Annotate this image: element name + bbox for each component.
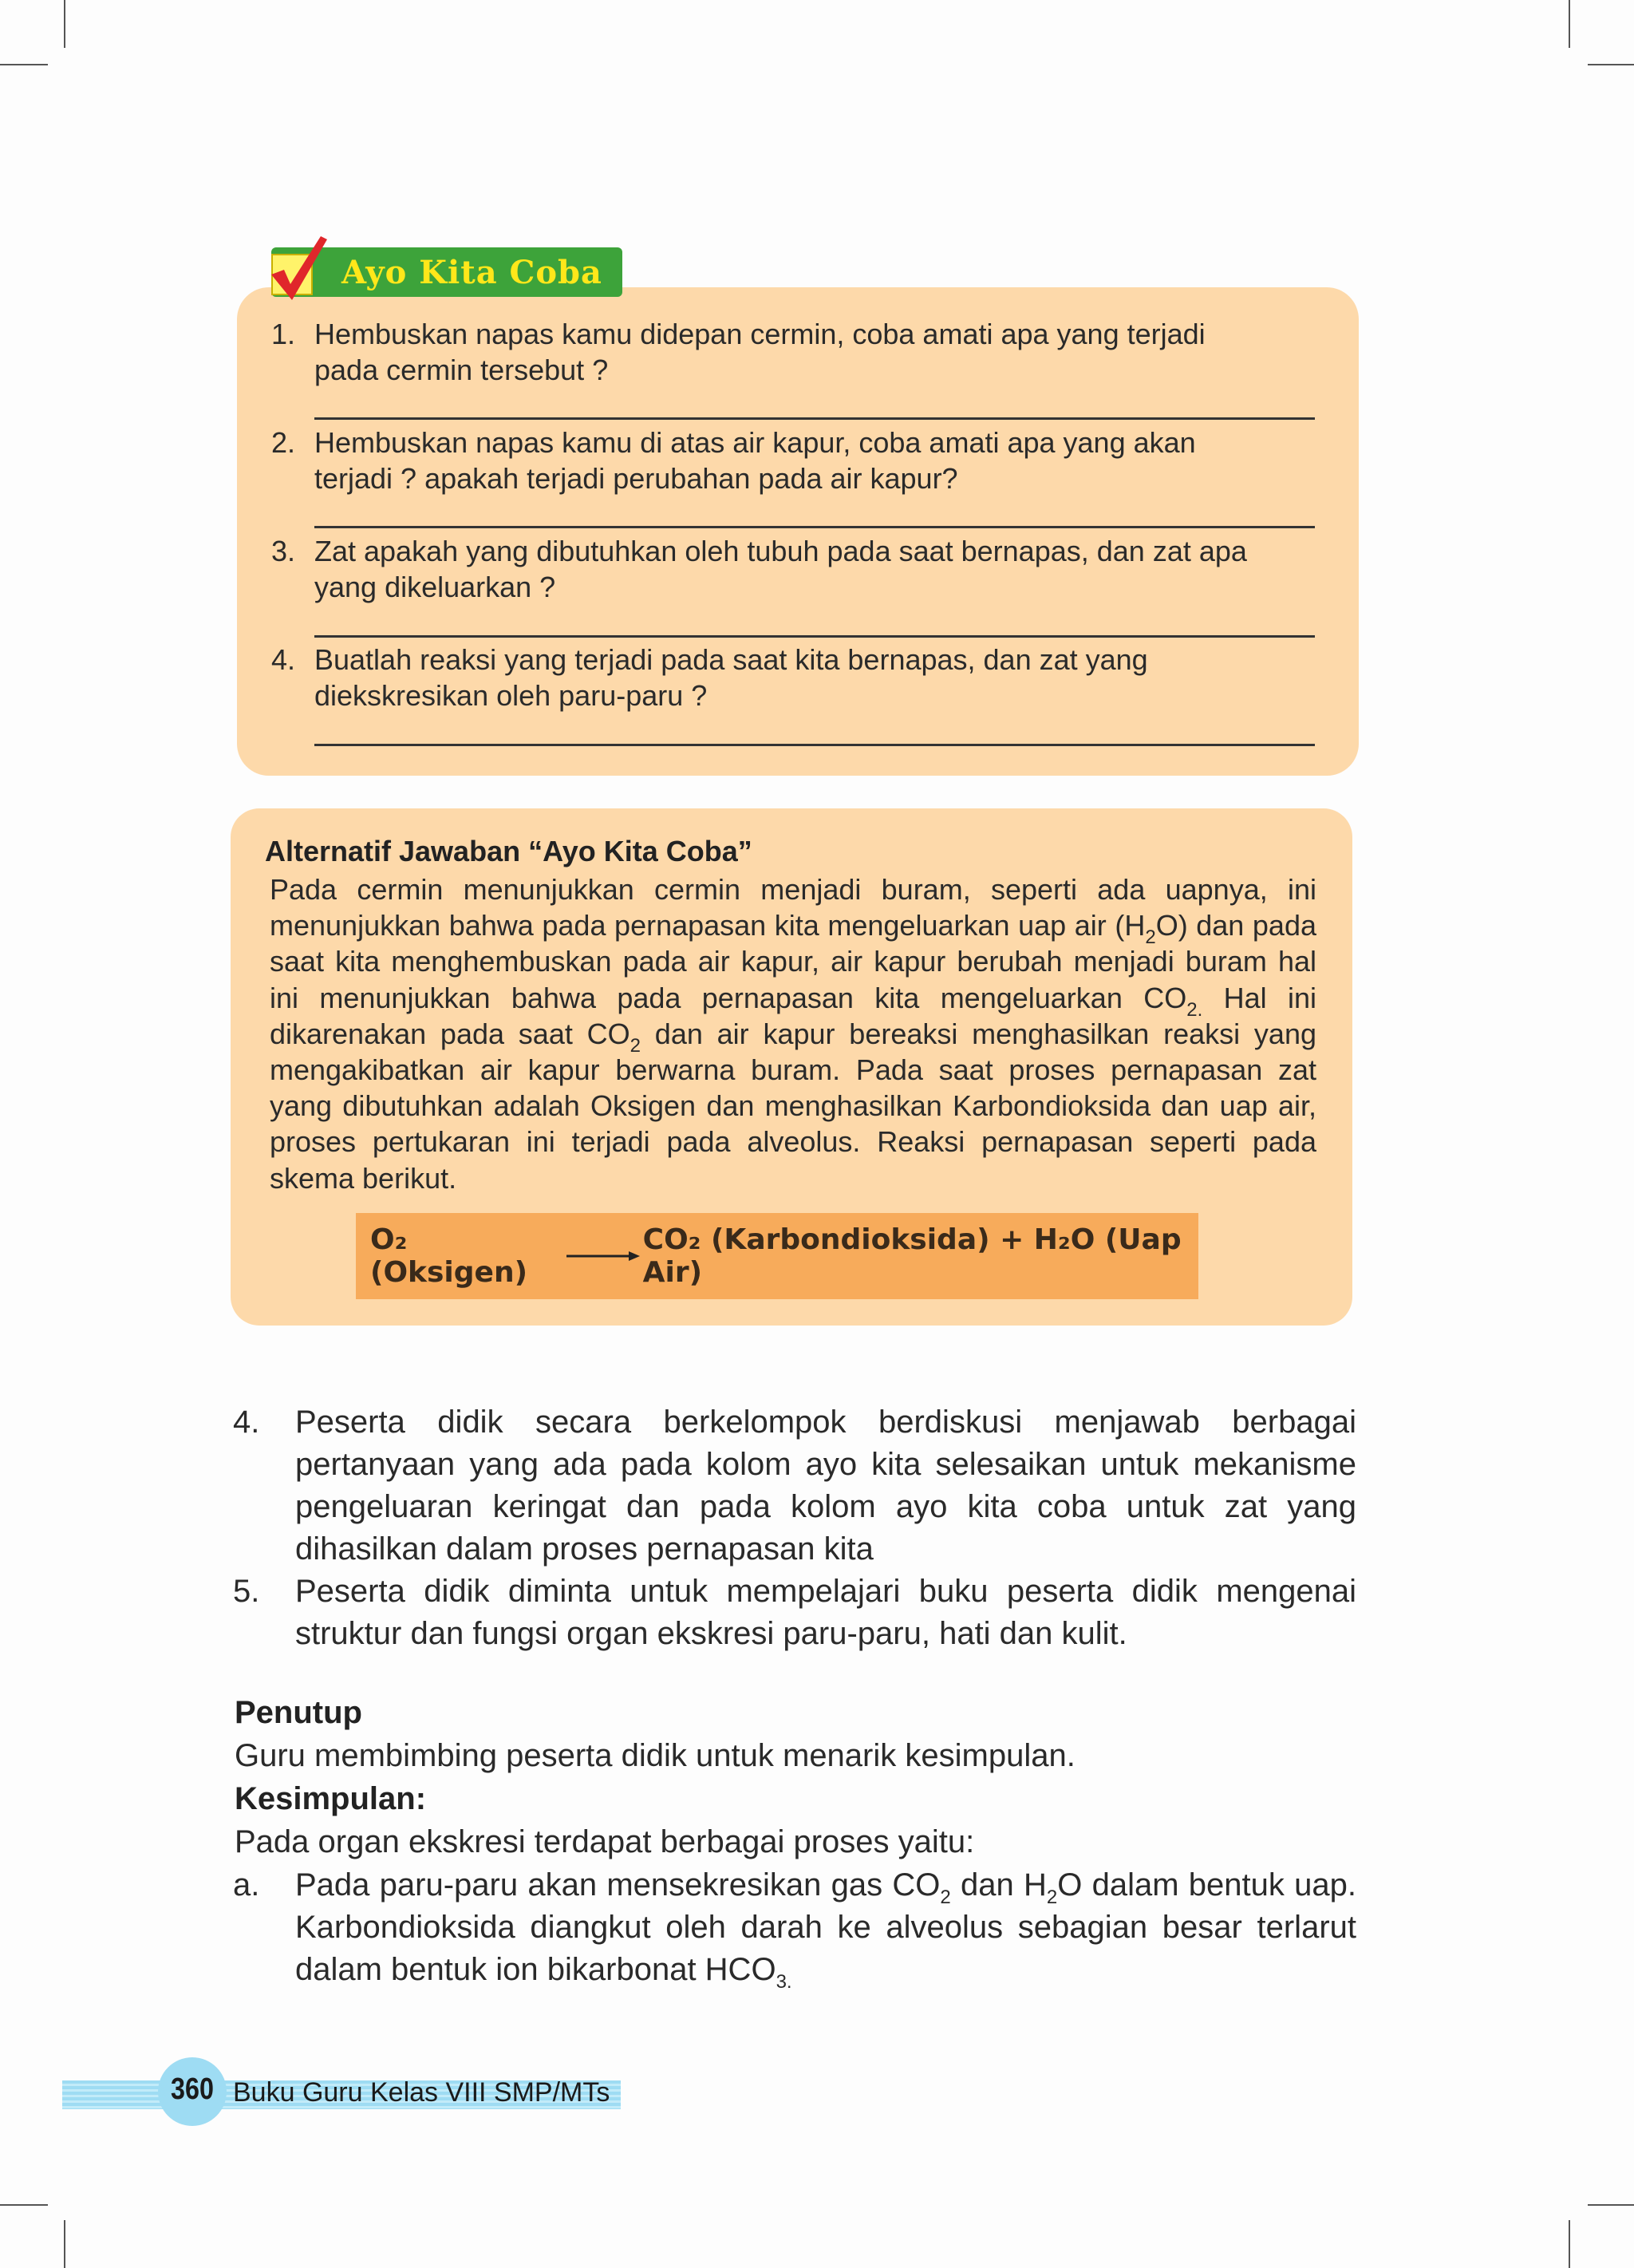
list-number: a. [233, 1867, 260, 1903]
check-icon [266, 233, 330, 305]
question-item [271, 533, 1316, 605]
question-text: Zat apakah yang dibutuhkan oleh tubuh pada saat bernapas, dan zat apa yang dikeluarkan ? [314, 535, 1247, 603]
arrow-right-icon [565, 1242, 635, 1270]
kesimpulan-item [233, 1864, 1356, 1991]
crop-mark [1569, 0, 1570, 48]
crop-mark [64, 2220, 65, 2268]
question-text: Hembuskan napas kamu didepan cermin, coba amati apa yang terjadi pada cermin tersebut ? [314, 318, 1206, 386]
formula-reactant: O₂ (Oksigen) [370, 1223, 528, 1289]
question-text: Hembuskan napas kamu di atas air kapur, coba amati apa yang akan terjadi ? apakah terjadi perubahan pada air kapur? [314, 426, 1196, 495]
question-item [271, 316, 1316, 388]
formula-products: CO₂ (Karbondioksida) + H₂O (Uap Air) [642, 1223, 1182, 1289]
answer-line [314, 417, 1315, 420]
crop-mark [0, 64, 48, 65]
list-number: 5. [233, 1574, 260, 1609]
list-text: Peserta didik secara berkelompok berdiskusi menjawab berbagai pertanyaan yang ada pada kolom ayo kita selesaikan untuk mekanisme pengeluaran keringat dan pada kolom ayo kita coba untuk zat yang dihasilkan dalam proses pernapasan kita [295, 1405, 1356, 1567]
alternatif-jawaban-title: Alternatif Jawaban “Ayo Kita Coba” [265, 835, 752, 867]
ayo-kita-coba-header [271, 247, 622, 297]
question-number: 3. [271, 535, 296, 567]
kesimpulan-heading: Kesimpulan: [235, 1781, 427, 1816]
crop-mark [1588, 2204, 1634, 2206]
list-item [233, 1571, 1356, 1655]
list-item [233, 1401, 1356, 1571]
ayo-kita-coba-title: Ayo Kita Coba [341, 253, 602, 291]
crop-mark [0, 2204, 48, 2206]
kesimpulan-intro: Pada organ ekskresi terdapat berbagai proses yaitu: [235, 1824, 975, 1859]
question-text: Buatlah reaksi yang terjadi pada saat kita bernapas, dan zat yang diekskresikan oleh paru-paru ? [314, 643, 1148, 712]
crop-mark [64, 0, 65, 48]
answer-line [314, 526, 1315, 528]
respiration-formula [356, 1213, 1198, 1299]
question-number: 2. [271, 426, 296, 459]
question-item [271, 425, 1316, 496]
list-number: 4. [233, 1405, 260, 1440]
answer-line [314, 635, 1315, 638]
alternatif-jawaban-text: Pada cermin menunjukkan cermin menjadi buram, seperti ada uapnya, ini menunjukkan bahwa pada pernapasan kita mengeluarkan uap air $(H_2O)$ dan pada saat kita menghembuskan pada air kapur, air kapur berubah menjadi buram hal ini menunjukkan bahwa pada pernapasan kita mengeluarkan $CO_{2.}$ Hal ini dikarenakan pada saat $CO_2$ dan air kapur bereaksi menghasilkan reaksi yang mengakibatkan air kapur berwarna buram. Pada saat proses pernapasan zat yang dibutuhkan adalah Oksigen dan menghasilkan Karbondioksida dan uap air, proses pertukaran ini terjadi pada alveolus. Reaksi pernapasan seperti pada skema berikut. [270, 873, 1316, 1195]
page-number: 360 [171, 2072, 214, 2106]
penutup-heading: Penutup [235, 1695, 362, 1730]
question-number: 4. [271, 643, 296, 676]
question-number: 1. [271, 318, 296, 350]
crop-mark [1588, 64, 1634, 65]
answer-line [314, 744, 1315, 746]
crop-mark [1569, 2220, 1570, 2268]
question-item [271, 642, 1316, 713]
list-text: Peserta didik diminta untuk mempelajari buku peserta didik mengenai struktur dan fungsi organ ekskresi paru-paru, hati dan kulit. [295, 1574, 1356, 1651]
footer-book-title: Buku Guru Kelas VIII SMP/MTs [233, 2077, 610, 2108]
penutup-text: Guru membimbing peserta didik untuk menarik kesimpulan. [235, 1738, 1076, 1773]
kesimpulan-item-text: Pada paru-paru akan mensekresikan gas $CO_2$ dan $H_2O$ dalam bentuk uap. Karbondioksida diangkut oleh darah ke alveolus sebagian besar terlarut dalam bentuk ion bikarbonat $HCO_{3.}$ [295, 1867, 1356, 1993]
